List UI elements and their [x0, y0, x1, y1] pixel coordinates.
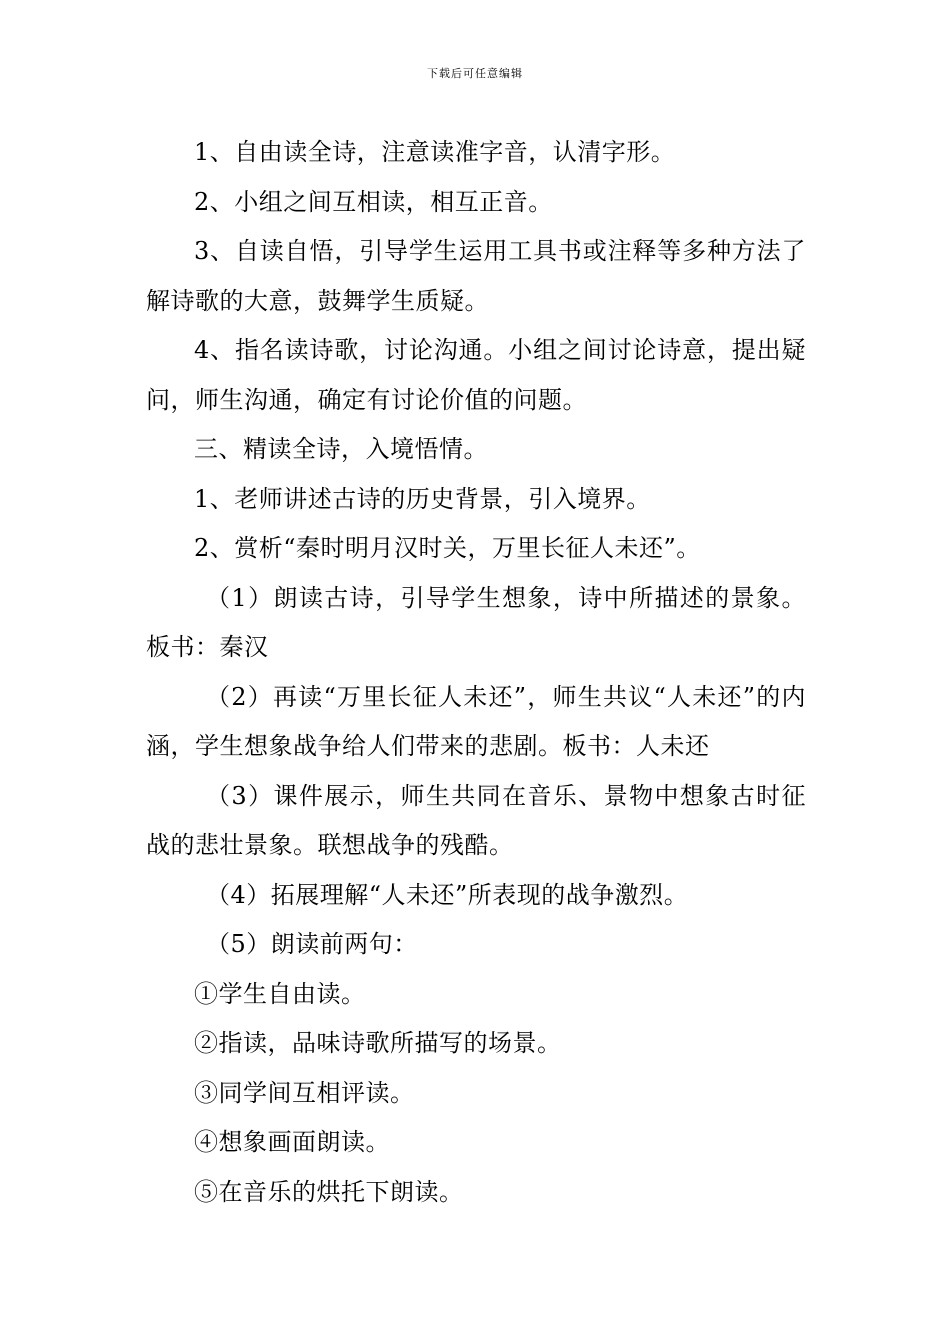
list-item: ⑤在音乐的烘托下朗读。 [194, 1177, 464, 1206]
paragraph: 3、自读自悟，引导学生运用工具书或注释等多种方法了解诗歌的大意，鼓舞学生质疑。 [146, 237, 806, 315]
paragraph: 1、老师讲述古诗的历史背景，引入境界。 [194, 484, 651, 513]
paragraph: 4、指名读诗歌，讨论沟通。小组之间讨论诗意，提出疑问，师生沟通，确定有讨论价值的问题。 [146, 336, 806, 414]
paragraph: 2、赏析“秦时明月汉时关，万里长征人未还”。 [194, 534, 701, 562]
paragraph: （5）朗读前两句： [206, 930, 418, 958]
section-heading: 三、精读全诗，入境悟情。 [194, 435, 488, 463]
paragraph: 1、自由读全诗，注意读准字音，认清字形。 [194, 138, 676, 166]
paragraph: 2、小组之间互相读，相互正音。 [194, 187, 553, 216]
list-item: ①学生自由读。 [194, 979, 366, 1008]
list-item: ③同学间互相评读。 [194, 1078, 415, 1107]
paragraph: （1）朗读古诗，引导学生想象，诗中所描述的景象。板书：秦汉 [146, 583, 806, 661]
document-body [146, 128, 806, 1217]
paragraph: （3）课件展示，师生共同在音乐、景物中想象古时征战的悲壮景象。联想战争的残酷。 [146, 781, 806, 859]
page-header: 下载后可任意编辑 [427, 67, 523, 80]
list-item: ④想象画面朗读。 [194, 1128, 390, 1156]
paragraph: （2）再读“万里长征人未还”，师生共议“人未还”的内涵，学生想象战争给人们带来的悲剧。板书：人未还 [146, 682, 806, 760]
list-item: ②指读，品味诗歌所描写的场景。 [194, 1029, 562, 1057]
paragraph: （4）拓展理解“人未还”所表现的战争激烈。 [206, 880, 689, 909]
